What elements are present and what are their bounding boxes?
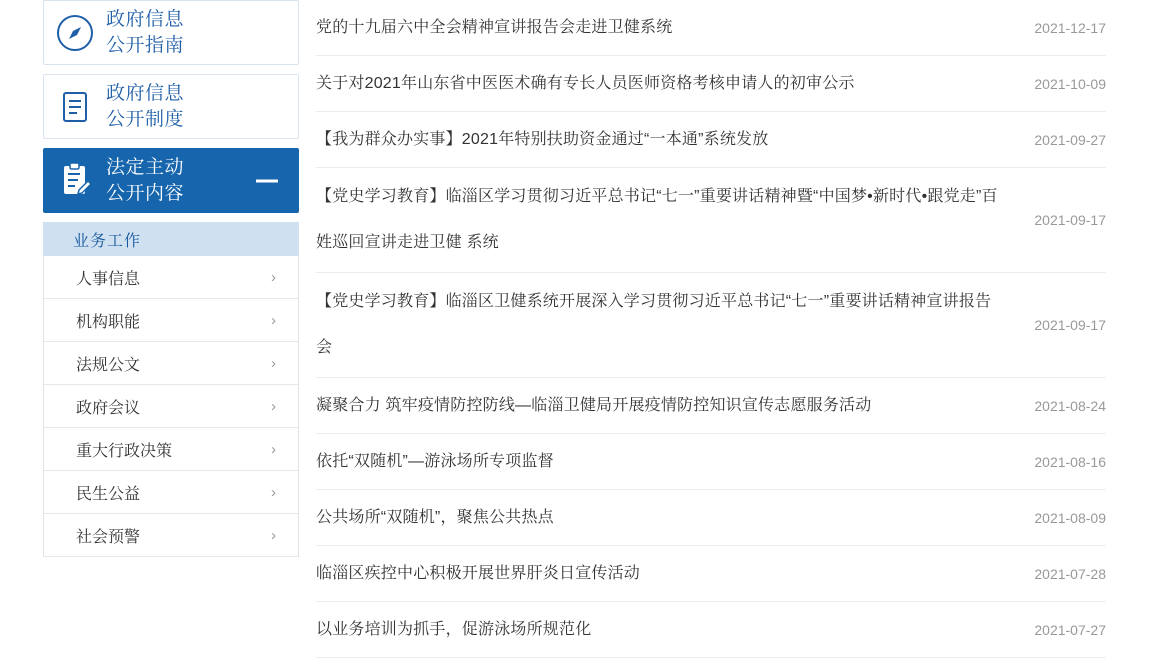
list-item[interactable] (316, 490, 1106, 546)
list-item[interactable] (316, 434, 1106, 490)
news-date: 2021-09-17 (1034, 212, 1106, 228)
news-title[interactable]: 【党史学习教育】临淄区学习贯彻习近平总书记“七一”重要讲话精神暨“中国梦•新时代•跟党走”百姓巡回宣讲走进卫健 系统 (316, 188, 998, 251)
collapse-minus-icon[interactable] (256, 179, 278, 182)
sidebar-item-public-welfare[interactable] (44, 471, 298, 514)
sidebar-item-government-meetings[interactable] (44, 385, 298, 428)
news-date: 2021-07-27 (1034, 621, 1106, 638)
compass-icon (44, 13, 106, 53)
sidebar-item-label: 政府会议 (76, 399, 141, 417)
news-title[interactable]: 依托“双随机”—游泳场所专项监督 (316, 453, 554, 470)
clipboard-pen-icon (44, 160, 106, 202)
sidebar-item-label: 法规公文 (76, 356, 141, 374)
sidebar-subhead-business-work[interactable]: 业务工作 (43, 222, 299, 256)
chevron-right-icon: › (271, 397, 276, 415)
sidebar-item-regulations-documents[interactable] (44, 342, 298, 385)
sidebar-item-label: 人事信息 (76, 270, 141, 288)
news-date: 2021-12-17 (1034, 19, 1106, 36)
sidebar-card-label-line1: 政府信息 (106, 8, 185, 30)
chevron-right-icon: › (271, 483, 276, 501)
list-item[interactable] (316, 0, 1106, 56)
news-title[interactable]: 凝聚合力 筑牢疫情防控防线—临淄卫健局开展疫情防控知识宣传志愿服务活动 (316, 397, 872, 414)
news-list (316, 0, 1106, 638)
sidebar-item-label: 重大行政决策 (76, 442, 173, 460)
document-list-icon (44, 87, 106, 127)
news-date: 2021-09-17 (1034, 317, 1106, 333)
news-title[interactable]: 【党史学习教育】临淄区卫健系统开展深入学习贯彻习近平总书记“七一”重要讲话精神宣讲报告会 (316, 293, 992, 356)
sidebar-item-label: 机构职能 (76, 313, 141, 331)
news-date: 2021-07-28 (1034, 565, 1106, 582)
sidebar-card-label (106, 155, 184, 207)
sidebar-item-social-warning[interactable] (44, 514, 298, 557)
news-date: 2021-09-27 (1034, 131, 1106, 148)
sidebar-item-organization-function[interactable] (44, 299, 298, 342)
sidebar-card-label-line1: 政府信息 (106, 82, 185, 104)
list-item[interactable] (316, 378, 1106, 434)
news-title[interactable]: 临淄区疾控中心积极开展世界肝炎日宣传活动 (316, 565, 641, 582)
list-item[interactable] (316, 546, 1106, 602)
list-item[interactable] (316, 273, 1106, 378)
sidebar-item-label: 民生公益 (76, 485, 141, 503)
sidebar-card-label-line2: 公开内容 (106, 182, 185, 204)
news-title[interactable]: 以业务培训为抓手，促游泳场所规范化 (316, 621, 592, 638)
sidebar-card-label (106, 81, 184, 133)
news-title[interactable]: 关于对2021年山东省中医医术确有专长人员医师资格考核申请人的初审公示 (316, 75, 855, 92)
news-date: 2021-08-09 (1034, 509, 1106, 526)
chevron-right-icon: › (271, 268, 276, 286)
news-date: 2021-08-16 (1034, 453, 1106, 470)
list-item[interactable] (316, 56, 1106, 112)
sidebar-card-label (106, 7, 184, 59)
sidebar-card-label-line2: 公开制度 (106, 108, 185, 130)
sidebar-item-label: 社会预警 (76, 528, 141, 546)
sidebar (43, 0, 301, 559)
list-item[interactable] (316, 168, 1106, 273)
sidebar-card-info-guide[interactable] (43, 0, 299, 65)
sidebar-card-label-line1: 法定主动 (106, 156, 185, 178)
sidebar-item-major-decisions[interactable] (44, 428, 298, 471)
sidebar-sub-list (43, 256, 299, 557)
list-item[interactable] (316, 602, 1106, 658)
news-date: 2021-10-09 (1034, 75, 1106, 92)
chevron-right-icon: › (271, 440, 276, 458)
chevron-right-icon: › (271, 311, 276, 329)
sidebar-card-statutory-content[interactable] (43, 148, 299, 213)
news-title[interactable]: 公共场所“双随机”，聚焦公共热点 (316, 509, 554, 526)
news-date: 2021-08-24 (1034, 397, 1106, 414)
chevron-right-icon: › (271, 526, 276, 544)
news-title[interactable]: 党的十九届六中全会精神宣讲报告会走进卫健系统 (316, 19, 673, 36)
sidebar-item-personnel-info[interactable] (44, 256, 298, 299)
chevron-right-icon: › (271, 354, 276, 372)
sidebar-card-label-line2: 公开指南 (106, 34, 185, 56)
list-item[interactable] (316, 112, 1106, 168)
news-title[interactable]: 【我为群众办实事】2021年特别扶助资金通过“一本通”系统发放 (316, 131, 769, 148)
sidebar-card-info-system[interactable] (43, 74, 299, 139)
